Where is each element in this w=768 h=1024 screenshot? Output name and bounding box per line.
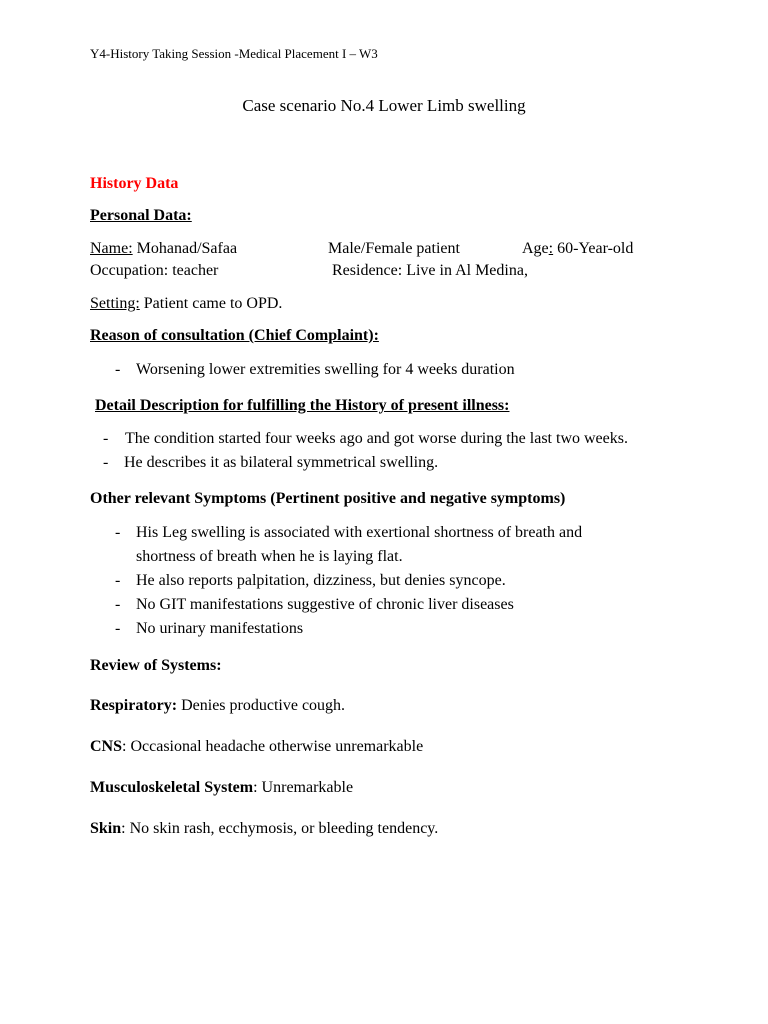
cns-field [90,738,423,756]
gender-field: Male/Female patient [328,240,460,257]
chief-complaint-item: Worsening lower extremities swelling for 4 weeks duration [136,361,515,378]
setting-field [90,295,282,313]
symptom-item: He also reports palpitation, dizziness, but denies syncope. [136,572,506,589]
personal-data-heading: Personal Data: [90,207,192,224]
history-data-heading: History Data [90,175,179,192]
occupation-field: Occupation: teacher [90,262,219,279]
musculoskeletal-label: Musculoskeletal System [90,779,254,796]
list-bullet: - [115,361,121,378]
respiratory-value: Denies productive cough. [177,697,346,714]
musculoskeletal-value: : Unremarkable [253,779,354,796]
cns-value: : Occasional headache otherwise unremarkable [122,738,424,755]
chief-complaint-heading: Reason of consultation (Chief Complaint): [90,327,379,344]
skin-field [90,820,438,838]
respiratory-label: Respiratory: [90,697,178,714]
list-bullet: - [115,524,121,541]
hpi-item: The condition started four weeks ago and got worse during the last two weeks. [125,430,628,447]
list-bullet: - [115,596,121,613]
name-value: Mohanad/Safaa [132,240,238,257]
age-label: Age [522,240,549,257]
cns-label: CNS [90,738,123,755]
symptom-item-continued: shortness of breath when he is laying flat. [136,548,403,565]
name-field [90,240,237,258]
other-symptoms-heading: Other relevant Symptoms (Pertinent positive and negative symptoms) [90,490,566,507]
symptom-item: No GIT manifestations suggestive of chronic liver diseases [136,596,514,613]
age-colon: : [548,240,554,257]
list-bullet: - [115,620,121,637]
name-label: Name: [90,240,133,257]
skin-value: : No skin rash, ecchymosis, or bleeding tendency. [121,820,439,837]
setting-value: Patient came to OPD. [139,295,283,312]
symptom-item: His Leg swelling is associated with exertional shortness of breath and [136,524,583,541]
age-value: 60-Year-old [553,240,634,257]
header-line: Y4-History Taking Session -Medical Placement I – W3 [90,46,378,61]
hpi-heading: Detail Description for fulfilling the History of present illness: [95,397,510,414]
list-bullet: - [103,430,109,447]
page-title: Case scenario No.4 Lower Limb swelling [242,96,526,115]
list-bullet: - [103,454,109,471]
residence-field: Residence: Live in Al Medina, [332,262,528,279]
list-bullet: - [115,572,121,589]
skin-label: Skin [90,820,122,837]
musculoskeletal-field [90,779,353,797]
setting-label: Setting: [90,295,140,312]
review-of-systems-heading: Review of Systems: [90,657,222,674]
hpi-item: He describes it as bilateral symmetrical swelling. [124,454,439,471]
respiratory-field [90,697,345,715]
age-field [522,240,633,258]
symptom-item: No urinary manifestations [136,620,304,637]
